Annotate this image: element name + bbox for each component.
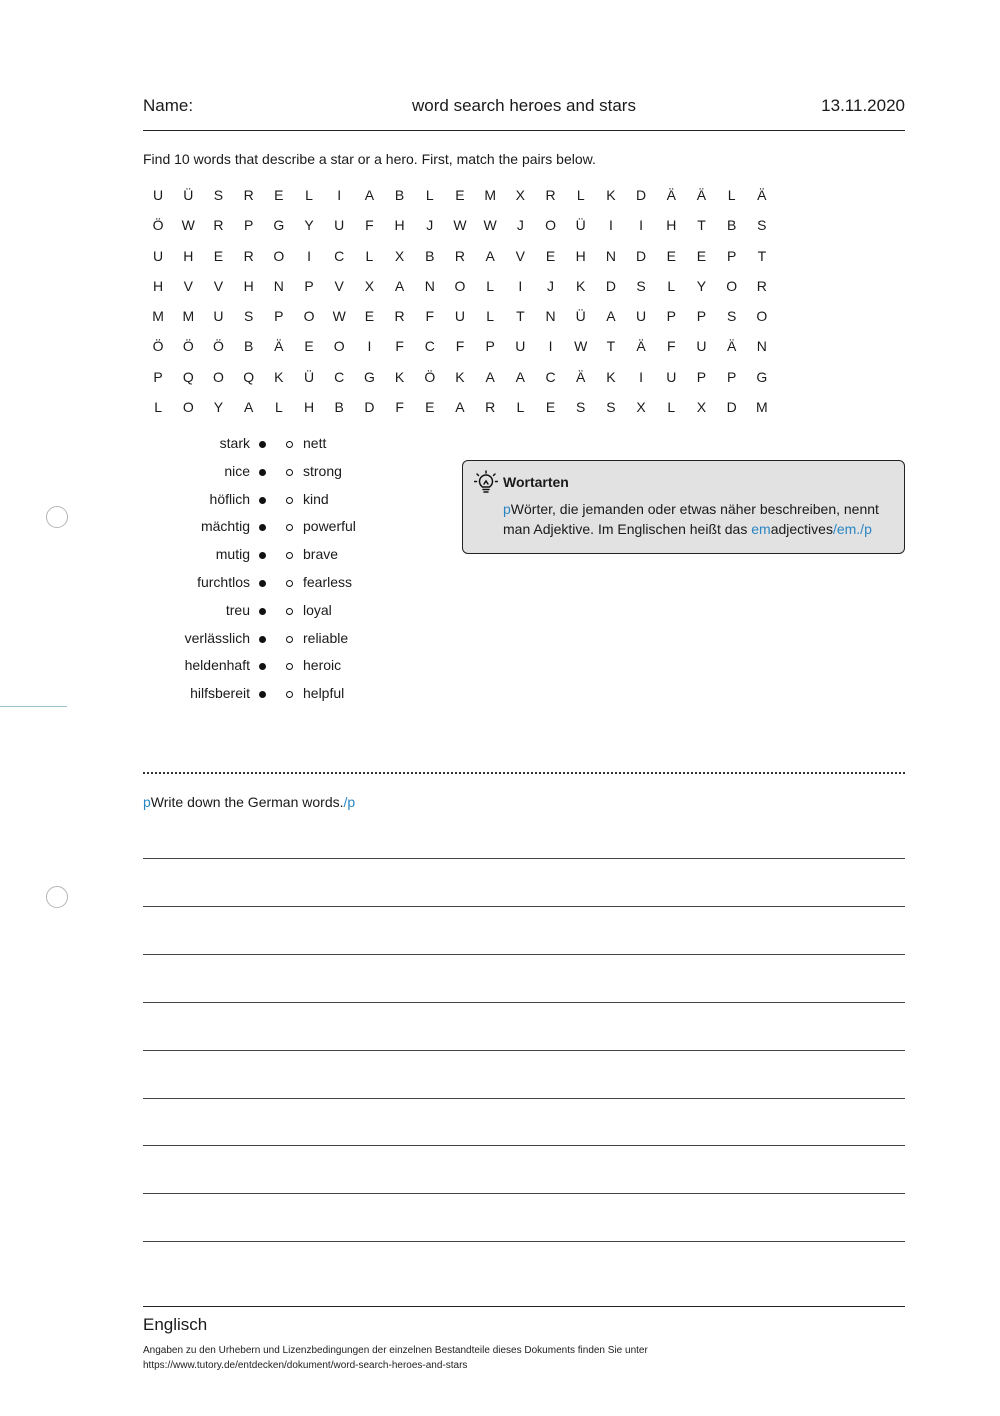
grid-cell[interactable]: U — [666, 368, 677, 385]
grid-cell[interactable]: L — [486, 308, 495, 325]
grid-cell[interactable]: Ä — [666, 187, 676, 203]
grid-row — [143, 392, 777, 422]
grid-cell[interactable]: L — [667, 277, 676, 294]
grid-cell[interactable]: D — [605, 277, 616, 294]
grid-cell[interactable]: I — [518, 277, 523, 294]
grid-cell[interactable]: B — [726, 217, 737, 234]
grid-cell[interactable]: F — [395, 338, 404, 355]
tip-term: adjectives — [770, 521, 833, 537]
word-search-grid — [143, 180, 777, 422]
grid-cell[interactable]: O — [756, 308, 768, 325]
grid-row — [143, 271, 777, 301]
grid-cell[interactable]: F — [395, 399, 404, 416]
grid-cell[interactable]: G — [756, 368, 768, 385]
grid-cell[interactable]: K — [274, 368, 284, 385]
page-title: word search heroes and stars — [412, 96, 636, 115]
grid-row — [143, 241, 777, 271]
grid-cell[interactable]: Ä — [726, 338, 737, 355]
pair-right-dot[interactable] — [286, 552, 293, 559]
grid-cell[interactable]: X — [636, 399, 646, 416]
grid-cell[interactable]: Ä — [274, 338, 284, 355]
grid-cell[interactable]: R — [243, 187, 254, 203]
pair-left-dot[interactable] — [259, 441, 266, 448]
grid-cell[interactable]: I — [548, 338, 553, 355]
grid-cell[interactable]: G — [363, 368, 375, 385]
grid-cell[interactable]: U — [153, 187, 164, 203]
grid-cell[interactable]: L — [727, 187, 736, 203]
grid-cell[interactable]: Ö — [213, 338, 224, 355]
grid-row — [143, 331, 777, 361]
date-label: 13.11.2020 — [821, 96, 905, 115]
grid-cell[interactable]: P — [274, 308, 284, 325]
pair-row — [143, 543, 443, 563]
pair-right-dot[interactable] — [286, 497, 293, 504]
grid-cell[interactable]: L — [667, 399, 676, 416]
grid-cell[interactable]: T — [757, 247, 767, 264]
pair-left-word: treu — [225, 601, 250, 618]
grid-cell[interactable]: F — [365, 217, 374, 234]
grid-cell[interactable]: C — [545, 368, 556, 385]
grid-cell[interactable]: K — [606, 187, 616, 203]
pair-left-dot[interactable] — [259, 524, 266, 531]
grid-cell[interactable]: E — [666, 247, 676, 264]
grid-cell[interactable]: L — [154, 399, 162, 416]
grid-cell[interactable]: Ö — [152, 338, 164, 355]
pair-row — [143, 599, 443, 619]
grid-cell[interactable]: Y — [213, 399, 224, 416]
grid-cell[interactable]: L — [516, 399, 525, 416]
page-header — [143, 96, 905, 131]
grid-cell[interactable]: U — [213, 308, 224, 325]
tip-body-text: Wörter, die jemanden oder etwas näher beschreiben, nennt man Adjektive. Im Englischen heißt das — [503, 501, 879, 537]
pair-left-word: mächtig — [200, 518, 250, 535]
footer-subject: Englisch — [143, 1315, 208, 1334]
grid-cell[interactable]: A — [485, 368, 495, 385]
grid-cell[interactable]: Ü — [575, 217, 586, 234]
grid-cell[interactable]: M — [182, 308, 195, 325]
grid-cell[interactable]: U — [334, 217, 345, 234]
grid-cell[interactable]: K — [576, 277, 586, 294]
grid-cell[interactable]: N — [756, 338, 767, 355]
grid-cell[interactable]: W — [453, 217, 467, 234]
grid-cell[interactable]: S — [636, 277, 646, 294]
grid-cell[interactable]: B — [334, 399, 344, 416]
grid-cell[interactable]: H — [575, 247, 586, 264]
grid-cell[interactable]: S — [606, 399, 616, 416]
grid-cell[interactable]: F — [455, 338, 465, 355]
grid-cell[interactable]: I — [307, 247, 311, 264]
pair-right-word: loyal — [303, 601, 332, 618]
grid-cell[interactable]: P — [153, 368, 163, 385]
pair-right-word: strong — [303, 462, 342, 479]
grid-cell[interactable]: S — [243, 308, 254, 325]
pair-right-dot[interactable] — [286, 691, 293, 698]
grid-cell[interactable]: Y — [304, 217, 314, 234]
pair-left-dot[interactable] — [259, 469, 266, 476]
grid-cell[interactable]: L — [274, 399, 283, 416]
tip-title: Wortarten — [503, 474, 569, 490]
grid-cell[interactable]: V — [183, 277, 193, 294]
answer-line[interactable] — [143, 1145, 905, 1146]
grid-cell[interactable]: Ö — [424, 368, 436, 385]
grid-cell[interactable]: B — [394, 187, 405, 203]
grid-row — [143, 362, 777, 392]
grid-cell[interactable]: A — [243, 399, 254, 416]
grid-cell[interactable]: U — [454, 308, 466, 325]
answer-line[interactable] — [143, 1002, 905, 1003]
grid-cell[interactable]: H — [153, 277, 164, 294]
tag-p-open: p — [503, 501, 511, 517]
task-instructions: Find 10 words that describe a star or a hero. First, match the pairs below. — [143, 151, 596, 167]
grid-cell[interactable]: E — [455, 187, 465, 203]
grid-cell[interactable]: L — [365, 247, 374, 264]
grid-cell[interactable]: N — [545, 308, 556, 325]
grid-cell[interactable]: P — [666, 308, 676, 325]
grid-cell[interactable]: U — [636, 308, 647, 325]
pair-right-dot[interactable] — [286, 636, 293, 643]
grid-cell[interactable]: D — [364, 399, 375, 416]
grid-cell[interactable]: R — [243, 247, 254, 264]
pair-left-dot[interactable] — [259, 552, 266, 559]
pair-right-word: kind — [303, 490, 329, 507]
pair-row — [143, 654, 443, 674]
grid-cell[interactable]: M — [152, 308, 164, 325]
license-url: https://www.tutory.de/entdecken/dokument/word-search-heroes-and-stars — [143, 1360, 468, 1371]
grid-cell[interactable]: G — [273, 217, 285, 234]
answer-line[interactable] — [143, 1193, 905, 1194]
grid-cell[interactable]: P — [243, 217, 254, 234]
grid-cell[interactable]: X — [696, 399, 707, 416]
grid-cell[interactable]: I — [608, 217, 613, 234]
grid-cell[interactable]: R — [454, 247, 466, 264]
grid-cell[interactable]: E — [274, 187, 284, 203]
grid-cell[interactable]: Ä — [757, 187, 767, 203]
tag-p-open: p — [143, 794, 151, 810]
grid-cell[interactable]: V — [213, 277, 224, 294]
grid-cell[interactable]: A — [515, 368, 526, 385]
pair-left-word: furchtlos — [197, 574, 250, 590]
grid-cell[interactable]: P — [696, 308, 707, 325]
fold-mark — [0, 706, 67, 707]
grid-cell[interactable]: E — [425, 399, 435, 416]
grid-cell[interactable]: A — [364, 187, 375, 203]
grid-cell[interactable]: Ü — [575, 308, 586, 325]
grid-cell[interactable]: S — [576, 399, 586, 416]
grid-cell[interactable]: C — [334, 368, 345, 385]
pair-row — [143, 515, 443, 535]
pair-row — [143, 488, 443, 508]
grid-cell[interactable]: D — [726, 399, 737, 416]
grid-cell[interactable]: M — [484, 187, 496, 203]
grid-cell[interactable]: P — [726, 368, 737, 385]
grid-cell[interactable]: A — [485, 247, 495, 264]
grid-cell[interactable]: R — [485, 399, 496, 416]
answer-line[interactable] — [143, 858, 905, 859]
footer-divider — [143, 1306, 905, 1307]
pair-left-word: nice — [224, 462, 250, 479]
tip-text — [503, 499, 898, 539]
name-label: Name: — [143, 96, 194, 115]
pair-left-word: höflich — [209, 490, 250, 507]
grid-cell[interactable]: R — [756, 277, 767, 294]
section-divider — [143, 772, 905, 774]
pair-right-word: nett — [303, 435, 327, 451]
grid-cell[interactable]: E — [545, 399, 556, 416]
grid-cell[interactable]: I — [367, 338, 372, 355]
answer-line[interactable] — [143, 954, 905, 955]
grid-cell[interactable]: K — [455, 368, 465, 385]
grid-cell[interactable]: Ü — [303, 368, 315, 385]
pair-left-word: hilfsbereit — [190, 685, 250, 702]
grid-cell[interactable]: X — [515, 187, 526, 203]
tag-em-close: /em — [832, 521, 857, 537]
grid-cell[interactable]: V — [334, 277, 344, 294]
grid-cell[interactable]: I — [639, 217, 644, 234]
grid-cell[interactable]: M — [756, 399, 768, 416]
grid-cell[interactable]: B — [425, 247, 435, 264]
grid-cell[interactable]: O — [545, 217, 556, 234]
grid-cell[interactable]: T — [516, 308, 525, 325]
pair-row — [143, 460, 443, 480]
grid-cell[interactable]: Ü — [183, 187, 194, 203]
grid-cell[interactable]: Q — [182, 368, 194, 385]
grid-cell[interactable]: U — [153, 247, 164, 264]
grid-cell[interactable]: X — [364, 277, 375, 294]
grid-cell[interactable]: S — [757, 217, 767, 234]
grid-cell[interactable]: E — [304, 338, 314, 355]
grid-cell[interactable]: W — [574, 338, 588, 355]
pair-left-word: verlässlich — [184, 629, 250, 646]
grid-cell[interactable]: E — [545, 247, 556, 264]
grid-cell[interactable]: H — [243, 277, 254, 294]
answer-line[interactable] — [143, 1098, 905, 1099]
grid-cell[interactable]: O — [333, 338, 345, 355]
pair-left-dot[interactable] — [259, 580, 266, 587]
grid-cell[interactable]: H — [394, 217, 405, 234]
grid-cell[interactable]: O — [273, 247, 285, 264]
pair-left-dot[interactable] — [259, 497, 266, 504]
grid-cell[interactable]: T — [606, 338, 616, 355]
pair-right-word: powerful — [303, 518, 356, 535]
pair-right-dot[interactable] — [286, 441, 293, 448]
pair-right-dot[interactable] — [286, 524, 293, 531]
grid-cell[interactable]: L — [486, 277, 495, 294]
pair-row — [143, 432, 443, 452]
pair-left-dot[interactable] — [259, 691, 266, 698]
punch-hole-bottom — [46, 886, 68, 908]
grid-cell[interactable]: H — [183, 247, 194, 264]
pair-right-word: heroic — [303, 657, 342, 674]
pair-right-dot[interactable] — [286, 663, 293, 670]
grid-cell[interactable]: U — [515, 338, 526, 355]
grid-row — [143, 210, 777, 240]
grid-cell[interactable]: S — [213, 187, 224, 203]
grid-cell[interactable]: T — [697, 217, 706, 234]
pair-row — [143, 571, 443, 591]
grid-cell[interactable]: O — [454, 277, 466, 294]
grid-cell[interactable]: R — [213, 217, 224, 234]
grid-cell[interactable]: U — [696, 338, 707, 355]
answer-line[interactable] — [143, 906, 905, 907]
pair-right-word: brave — [303, 546, 339, 563]
grid-row — [143, 301, 777, 331]
grid-cell[interactable]: L — [576, 187, 585, 203]
grid-cell[interactable]: I — [639, 368, 644, 385]
write-task — [143, 794, 355, 810]
pair-left-dot[interactable] — [259, 636, 266, 643]
grid-cell[interactable]: N — [273, 277, 284, 294]
grid-cell[interactable]: Ä — [636, 338, 646, 355]
grid-cell[interactable]: P — [485, 338, 495, 355]
grid-cell[interactable]: J — [516, 217, 524, 234]
grid-cell[interactable]: D — [636, 187, 647, 203]
grid-cell[interactable]: O — [213, 368, 224, 385]
grid-cell[interactable]: D — [636, 247, 647, 264]
grid-cell[interactable]: P — [696, 368, 707, 385]
punch-hole-top — [46, 506, 68, 528]
pair-right-dot[interactable] — [286, 608, 293, 615]
grid-cell[interactable]: Ä — [696, 187, 707, 203]
grid-cell[interactable]: K — [394, 368, 405, 385]
grid-cell[interactable]: E — [364, 308, 375, 325]
grid-cell[interactable]: X — [394, 247, 405, 264]
grid-cell[interactable]: V — [515, 247, 526, 264]
grid-cell[interactable]: C — [334, 247, 345, 264]
pair-left-word: mutig — [215, 546, 250, 563]
grid-cell[interactable]: Q — [243, 368, 255, 385]
grid-cell[interactable]: Y — [696, 277, 707, 294]
pair-row — [143, 682, 443, 702]
grid-cell[interactable]: K — [606, 368, 616, 385]
pair-left-word: heldenhaft — [184, 657, 250, 674]
grid-cell[interactable]: R — [394, 308, 405, 325]
grid-cell[interactable]: W — [483, 217, 497, 234]
grid-cell[interactable]: L — [305, 187, 313, 203]
pair-right-word: fearless — [303, 574, 353, 590]
lightbulb-icon — [474, 470, 498, 496]
grid-cell[interactable]: O — [303, 308, 315, 325]
grid-cell[interactable]: S — [726, 308, 737, 325]
grid-cell[interactable]: C — [424, 338, 435, 355]
grid-cell[interactable]: P — [726, 247, 737, 264]
grid-cell[interactable]: W — [181, 217, 195, 234]
grid-cell[interactable]: E — [696, 247, 707, 264]
pair-right-dot[interactable] — [286, 469, 293, 476]
grid-cell[interactable]: N — [424, 277, 435, 294]
answer-line[interactable] — [143, 1241, 905, 1242]
grid-cell[interactable]: B — [243, 338, 254, 355]
grid-cell[interactable]: J — [547, 277, 555, 294]
grid-cell[interactable]: O — [726, 277, 738, 294]
write-task-text: Write down the German words. — [150, 794, 344, 810]
footer-license — [143, 1343, 648, 1373]
tag-em-open: em — [751, 521, 771, 537]
pair-left-dot[interactable] — [259, 608, 266, 615]
pair-right-word: helpful — [303, 685, 345, 702]
grid-cell[interactable]: W — [332, 308, 346, 325]
grid-cell[interactable]: F — [425, 308, 435, 325]
grid-cell[interactable]: P — [304, 277, 314, 294]
grid-cell[interactable]: R — [545, 187, 556, 203]
grid-row — [143, 180, 777, 210]
grid-cell[interactable]: J — [426, 217, 434, 234]
grid-cell[interactable]: O — [182, 399, 194, 416]
grid-cell[interactable]: N — [605, 247, 616, 264]
grid-cell[interactable]: Ö — [182, 338, 194, 355]
grid-cell[interactable]: A — [455, 399, 465, 416]
grid-cell[interactable]: A — [606, 308, 616, 325]
grid-cell[interactable]: Ä — [576, 368, 586, 385]
grid-cell[interactable]: H — [303, 399, 315, 416]
grid-cell[interactable]: E — [213, 247, 224, 264]
license-text: Angaben zu den Urhebern und Lizenzbedingungen der einzelnen Bestandteile dieses Dokuments finden Sie unter — [143, 1345, 648, 1356]
pair-left-dot[interactable] — [259, 663, 266, 670]
answer-line[interactable] — [143, 1050, 905, 1051]
tag-p-close: ./p — [856, 521, 872, 537]
tip-box — [462, 460, 905, 554]
pair-right-dot[interactable] — [286, 580, 293, 587]
grid-cell[interactable]: L — [425, 187, 434, 203]
pair-row — [143, 627, 443, 647]
grid-cell[interactable]: I — [337, 187, 342, 203]
pair-right-word: reliable — [303, 629, 349, 646]
grid-cell[interactable]: Ö — [152, 217, 164, 234]
grid-cell[interactable]: F — [667, 338, 676, 355]
pair-left-word: stark — [219, 435, 250, 451]
grid-cell[interactable]: A — [394, 277, 405, 294]
grid-cell[interactable]: H — [666, 217, 677, 234]
tag-p-close: /p — [343, 794, 356, 810]
